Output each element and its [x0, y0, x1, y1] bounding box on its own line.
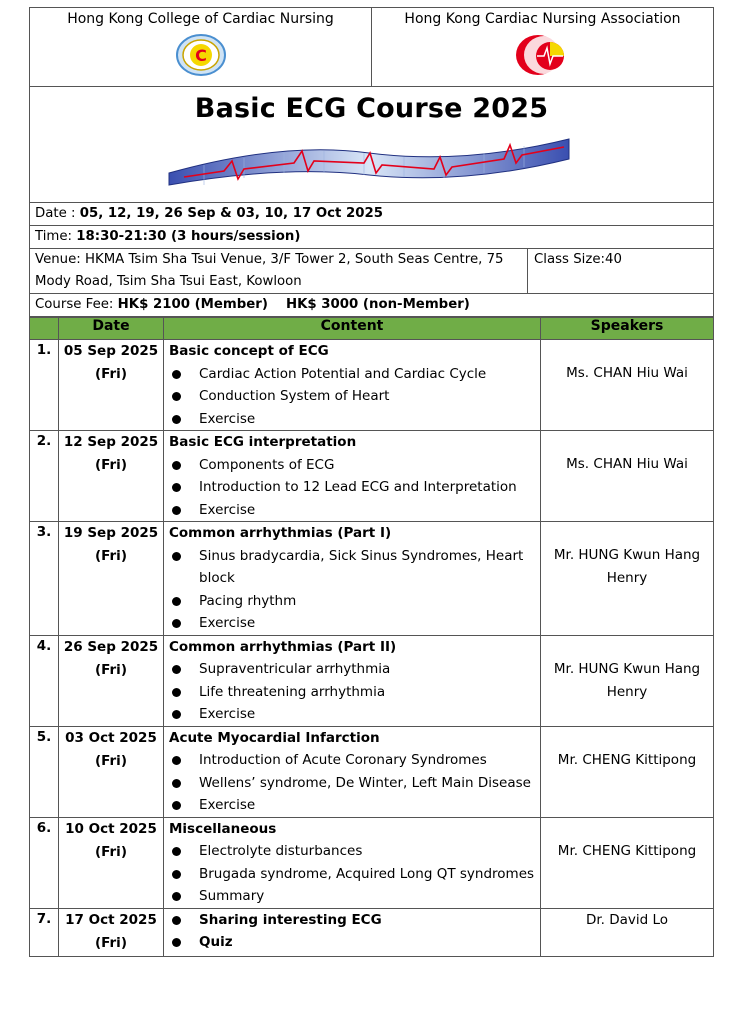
schedule-header-row [30, 318, 713, 340]
session-date [59, 635, 164, 726]
list-item: Sinus bradycardia, Sick Sinus Syndromes, Heart block [169, 545, 540, 590]
session-content [164, 340, 541, 431]
session-content [164, 431, 541, 522]
date-value: 05, 12, 19, 26 Sep & 03, 10, 17 Oct 2025 [79, 206, 384, 221]
session-content [164, 522, 541, 636]
list-item: Life threatening arrhythmia [169, 681, 540, 704]
header-number [30, 318, 59, 340]
session-number: 7. [30, 908, 59, 956]
time-row [30, 226, 713, 249]
list-item: Introduction of Acute Coronary Syndromes [169, 749, 540, 772]
table-row [30, 522, 713, 636]
hkccn-logo [176, 34, 226, 76]
list-item: Pacing rhythm [169, 590, 540, 613]
list-item: Quiz [169, 931, 540, 954]
session-date [59, 522, 164, 636]
list-item: Wellens’ syndrome, De Winter, Left Main Disease [169, 772, 540, 795]
session-topic: Basic ECG interpretation [169, 434, 357, 450]
list-item: Introduction to 12 Lead ECG and Interpretation [169, 476, 540, 499]
session-number: 2. [30, 431, 59, 522]
session-number: 6. [30, 817, 59, 908]
list-item: Cardiac Action Potential and Cardiac Cycle [169, 363, 540, 386]
session-speaker: Mr. HUNG Kwun Hang Henry [541, 522, 714, 636]
session-date-text: 12 Sep 2025 [63, 434, 159, 450]
session-date-text: 26 Sep 2025 [63, 638, 159, 655]
list-item: Components of ECG [169, 454, 540, 477]
session-day-text: (Fri) [95, 548, 127, 564]
hkccn-logo-letter: C [194, 46, 207, 65]
session-speaker: Mr. CHENG Kittipong [541, 817, 714, 908]
session-content [164, 908, 541, 956]
session-date-text: 03 Oct 2025 [65, 729, 157, 746]
org-right-name: Hong Kong Cardiac Nursing Association [404, 11, 681, 27]
session-date-text: 19 Sep 2025 [63, 525, 159, 541]
session-number: 4. [30, 635, 59, 726]
table-row [30, 726, 713, 817]
org-right [371, 8, 713, 86]
session-date [59, 726, 164, 817]
table-row [30, 908, 713, 956]
session-day-text: (Fri) [95, 843, 127, 860]
session-number: 5. [30, 726, 59, 817]
fee-nonmember: HK$ 3000 (non-Member) [285, 297, 470, 312]
hkcna-logo [514, 32, 572, 78]
session-speaker: Mr. HUNG Kwun Hang Henry [541, 635, 714, 726]
table-row [30, 431, 713, 522]
list-item: Supraventricular arrhythmia [169, 658, 540, 681]
session-date [59, 431, 164, 522]
list-item: Electrolyte disturbances [169, 840, 540, 863]
table-row [30, 635, 713, 726]
list-item: Brugada syndrome, Acquired Long QT syndromes [169, 863, 540, 886]
org-left-name: Hong Kong College of Cardiac Nursing [67, 11, 334, 27]
session-date-text: 17 Oct 2025 [65, 911, 157, 928]
session-topic: Acute Myocardial Infarction [169, 729, 380, 746]
fee-row [30, 294, 713, 317]
header-speakers: Speakers [541, 318, 714, 340]
session-content [164, 817, 541, 908]
session-speaker: Ms. CHAN Hiu Wai [541, 431, 714, 522]
session-day-text: (Fri) [95, 457, 127, 473]
table-row [30, 817, 713, 908]
session-day-text: (Fri) [95, 934, 127, 951]
list-item: Sharing interesting ECG [169, 909, 540, 932]
session-number: 3. [30, 522, 59, 636]
list-item: Exercise [169, 703, 540, 726]
session-date [59, 908, 164, 956]
session-date-text: 10 Oct 2025 [65, 820, 157, 837]
session-speaker: Dr. David Lo [541, 908, 714, 956]
table-row [30, 340, 713, 431]
session-content [164, 726, 541, 817]
list-item: Exercise [169, 794, 540, 817]
session-topic: Miscellaneous [169, 820, 277, 837]
class-size: Class Size:40 [534, 252, 622, 267]
title-area [30, 87, 713, 203]
session-speaker: Ms. CHAN Hiu Wai [541, 340, 714, 431]
ecg-strip-banner [164, 131, 574, 187]
time-label: Time: [35, 229, 77, 244]
venue-text: Venue: HKMA Tsim Sha Tsui Venue, 3/F Tower 2, South Seas Centre, 75 Mody Road, Tsim Sha Tsui East, Kowloon [30, 249, 528, 293]
session-day-text: (Fri) [95, 366, 127, 382]
session-day-text: (Fri) [95, 752, 127, 769]
list-item: Exercise [169, 499, 540, 522]
date-label: Date : [35, 206, 80, 221]
list-item: Summary [169, 885, 540, 908]
header-content: Content [164, 318, 541, 340]
time-value: 18:30-21:30 (3 hours/session) [76, 229, 301, 244]
session-topic: Common arrhythmias (Part II) [169, 638, 397, 655]
session-date [59, 340, 164, 431]
session-content [164, 635, 541, 726]
fee-label: Course Fee: [35, 297, 118, 312]
session-day-text: (Fri) [95, 661, 127, 678]
schedule-table [30, 317, 713, 956]
date-row [30, 203, 713, 226]
list-item: Exercise [169, 612, 540, 635]
session-topic: Basic concept of ECG [169, 343, 329, 359]
session-speaker: Mr. CHENG Kittipong [541, 726, 714, 817]
session-number: 1. [30, 340, 59, 431]
session-date [59, 817, 164, 908]
list-item: Conduction System of Heart [169, 385, 540, 408]
fee-member: HK$ 2100 (Member) [117, 297, 268, 312]
course-flyer [29, 7, 714, 957]
header-date: Date [59, 318, 164, 340]
session-topic: Common arrhythmias (Part I) [169, 525, 392, 541]
list-item: Exercise [169, 408, 540, 431]
organizers-row [30, 8, 713, 87]
venue-row [30, 249, 713, 294]
org-left [30, 8, 371, 86]
course-title: Basic ECG Course 2025 [194, 93, 549, 124]
session-date-text: 05 Sep 2025 [63, 343, 159, 359]
